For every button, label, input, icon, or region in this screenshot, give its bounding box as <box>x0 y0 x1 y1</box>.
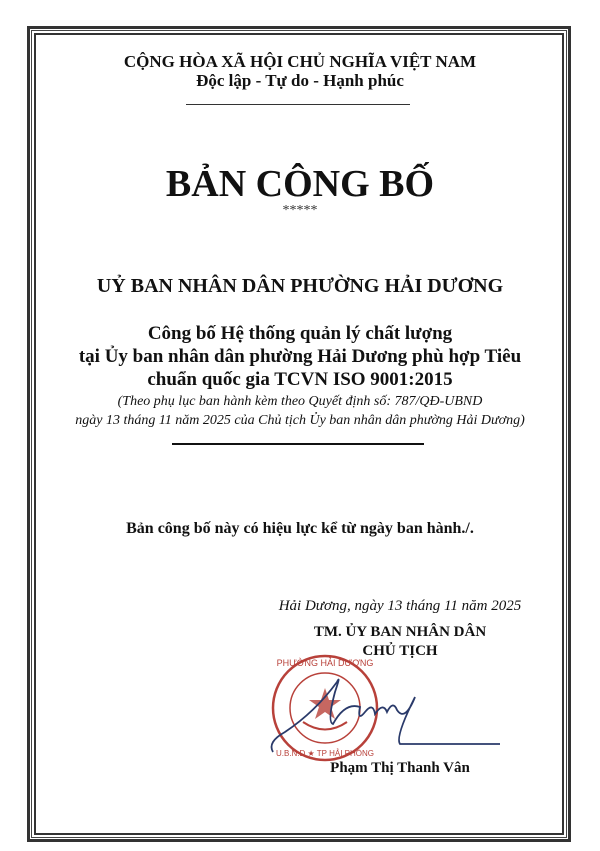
official-seal-icon <box>273 656 377 760</box>
announcement-line-2: tại Ủy ban nhân dân phường Hải Dương phù hợp Tiêu <box>78 346 522 367</box>
decision-note-1: (Theo phụ lục ban hành kèm theo Quyết định số: 787/QĐ-UBND <box>117 394 483 409</box>
position-label: CHỦ TỊCH <box>362 643 438 659</box>
effective-statement: Bản công bố này có hiệu lực kể từ ngày ban hành./. <box>126 520 474 537</box>
organization-name: UỶ BAN NHÂN DÂN PHƯỜNG HẢI DƯƠNG <box>96 275 504 297</box>
svg-text:U.B.N.D ★ TP HẢI PHÒNG: U.B.N.D ★ TP HẢI PHÒNG <box>275 749 375 758</box>
svg-text:PHƯỜNG HẢI DƯƠNG: PHƯỜNG HẢI DƯƠNG <box>276 658 374 668</box>
decision-note-2: ngày 13 tháng 11 năm 2025 của Chủ tịch Ủy ban nhân dân phường Hải Dương) <box>75 413 525 428</box>
on-behalf-label: TM. ỦY BAN NHÂN DÂN <box>313 624 487 640</box>
nation-header: CỘNG HÒA XÃ HỘI CHỦ NGHĨA VIỆT NAM <box>123 52 477 71</box>
motto: Độc lập - Tự do - Hạnh phúc <box>196 71 404 90</box>
announcement-line-1: Công bố Hệ thống quản lý chất lượng <box>147 323 453 344</box>
place-date: Hải Dương, ngày 13 tháng 11 năm 2025 <box>278 598 522 614</box>
handwritten-signature <box>272 680 501 752</box>
motto-underline <box>186 104 410 105</box>
separator-line <box>172 443 424 445</box>
document-title: BẢN CÔNG BỐ <box>165 163 435 205</box>
announcement-line-3: chuẩn quốc gia TCVN ISO 9001:2015 <box>147 369 453 390</box>
seal-and-signature <box>265 652 505 762</box>
title-stars: ***** <box>282 203 318 218</box>
signer-name: Phạm Thị Thanh Vân <box>330 760 470 776</box>
